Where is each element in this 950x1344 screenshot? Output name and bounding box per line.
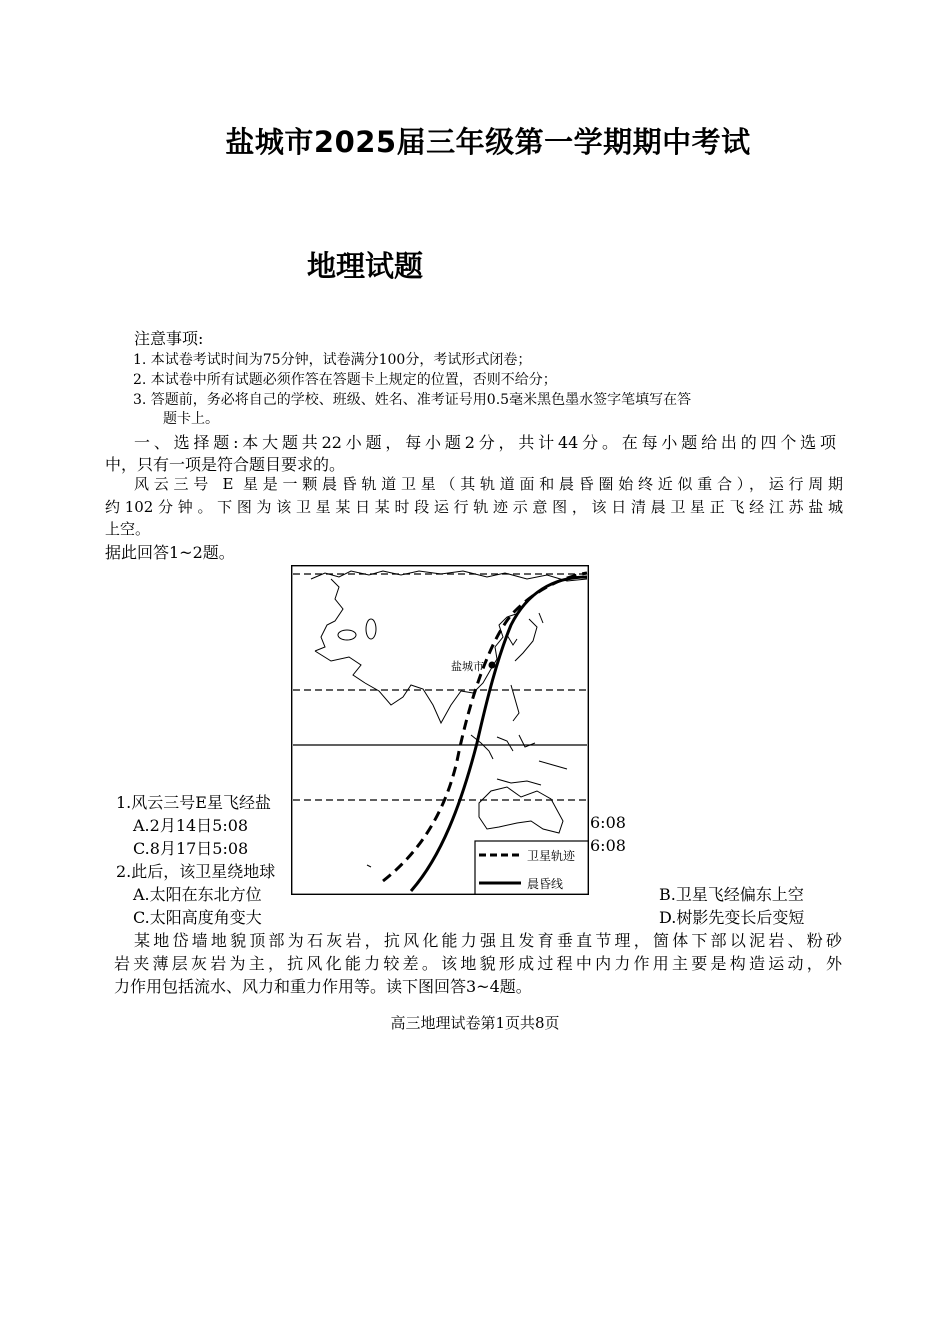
section1-line2: 中，只有一项是符合题目要求的。 — [105, 455, 346, 474]
q2-option-b: B.卫星飞经偏东上空 — [659, 885, 804, 904]
notice-item-3: 3. 答题前，务必将自己的学校、班级、姓名、准考证号用0.5毫米黑色墨水签字笔填写在答 — [133, 392, 692, 408]
passage1-line3: 上空。 — [105, 520, 151, 538]
q2-option-a: A.太阳在东北方位 — [133, 885, 262, 904]
orbit-map-figure — [291, 565, 589, 895]
passage1-line2: 约102分钟。下图为该卫星某日某时段运行轨迹示意图，该日清晨卫星正飞经江苏盐城 — [105, 498, 843, 516]
notice-heading: 注意事项: — [134, 329, 204, 348]
q1-option-a: A.2月14日5:08 — [133, 816, 249, 835]
q1-option-d: 6:08 — [590, 836, 626, 855]
q2-option-c: C.太阳高度角变大 — [133, 908, 262, 927]
notice-item-2: 2. 本试卷中所有试题必须作答在答题卡上规定的位置，否则不给分； — [133, 372, 557, 388]
page-footer: 高三地理试卷第1页共8页 — [390, 1014, 560, 1032]
q1-option-b: 6:08 — [590, 813, 626, 832]
q2-stem: 2.此后，该卫星绕地球 — [116, 862, 276, 881]
yancheng-marker-icon — [489, 662, 496, 669]
legend-terminator-label: 晨昏线 — [527, 877, 564, 891]
notice-item-3-cont: 题卡上。 — [163, 411, 219, 427]
q2-option-d: D.树影先变长后变短 — [659, 908, 805, 927]
section1-line1: 一、选择题:本大题共22小题，每小题2分，共计44分。在每小题给出的四个选项 — [134, 433, 836, 452]
q1-stem: 1.风云三号E星飞经盐 — [116, 793, 271, 812]
notice-item-1: 1. 本试卷考试时间为75分钟，试卷满分100分，考试形式闭卷； — [133, 352, 532, 368]
passage2-line1: 某地岱墙地貌顶部为石灰岩，抗风化能力强且发育垂直节理，箇体下部以泥岩、粉砂 — [134, 931, 842, 950]
city-label: 盐城市 — [451, 660, 484, 673]
q1-option-c: C.8月17日5:08 — [133, 839, 249, 858]
exam-subtitle: 地理试题 — [307, 249, 424, 283]
passage1-line4: 据此回答1~2题。 — [105, 543, 235, 562]
passage2-line2: 岩夹薄层灰岩为主，抗风化能力较差。该地貌形成过程中内力作用主要是构造运动，外 — [114, 954, 842, 973]
passage1-line1: 风云三号 E 星是一颗晨昏轨道卫星（其轨道面和晨昏圈始终近似重合），运行周期 — [134, 475, 843, 493]
exam-title: 盐城市2025届三年级第一学期期中考试 — [225, 125, 751, 159]
legend-orbit-label: 卫星轨迹 — [527, 849, 576, 863]
passage2-line3: 力作用包括流水、风力和重力作用等。读下图回答3~4题。 — [114, 977, 532, 996]
